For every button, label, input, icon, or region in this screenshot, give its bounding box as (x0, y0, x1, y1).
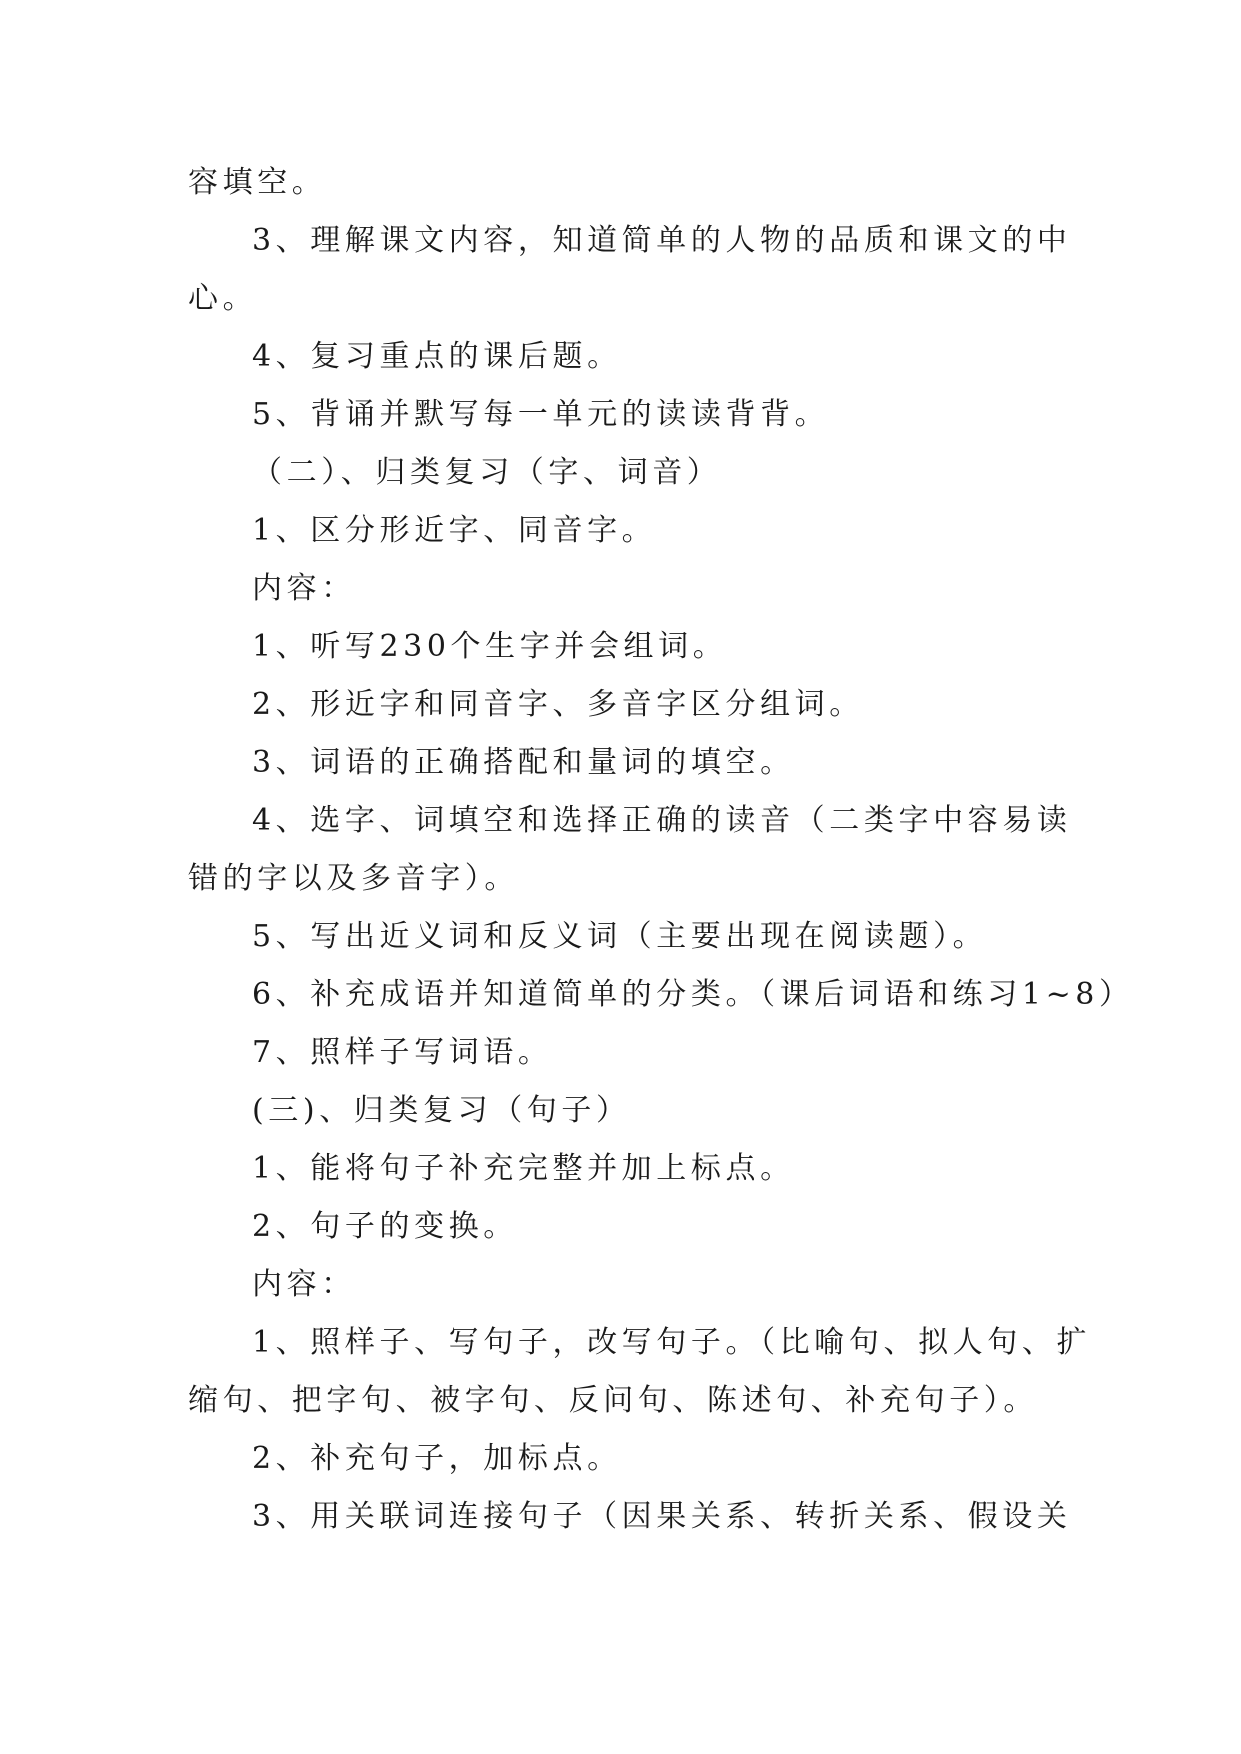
text-line: 7、照样子写词语。 (252, 1035, 553, 1070)
text-line: 1、听写230个生字并会组词。 (252, 629, 728, 664)
text-line: 4、复习重点的课后题。 (252, 339, 622, 374)
text-line: 内容： (252, 571, 356, 606)
text-line: 2、句子的变换。 (252, 1209, 518, 1244)
section-heading: （二）、归类复习（字、词音） (252, 455, 722, 490)
text-line: 心。 (188, 281, 258, 316)
text-line: 2、补充句子，加标点。 (252, 1441, 622, 1476)
text-line: 5、背诵并默写每一单元的读读背背。 (252, 397, 830, 432)
text-line: 容填空。 (188, 165, 327, 200)
section-heading: (三)、归类复习（句子） (252, 1093, 631, 1128)
text-line: 3、用关联词连接句子（因果关系、转折关系、假设关 (252, 1499, 1072, 1534)
text-line: 1、能将句子补充完整并加上标点。 (252, 1151, 795, 1186)
text-line: 2、形近字和同音字、多音字区分组词。 (252, 687, 864, 722)
text-line: 错的字以及多音字）。 (188, 861, 519, 896)
text-line: 内容： (252, 1267, 356, 1302)
text-line: 3、词语的正确搭配和量词的填空。 (252, 745, 795, 780)
text-line: 缩句、把字句、被字句、反问句、陈述句、补充句子）。 (188, 1383, 1038, 1418)
text-line: 6、补充成语并知道简单的分类。（课后词语和练习1~8） (252, 977, 1134, 1012)
text-line: 1、照样子、写句子，改写句子。（比喻句、拟人句、扩 (252, 1325, 1092, 1360)
text-line: 3、理解课文内容，知道简单的人物的品质和课文的中 (252, 223, 1072, 258)
text-line: 5、写出近义词和反义词（主要出现在阅读题）。 (252, 919, 988, 954)
text-line: 1、区分形近字、同音字。 (252, 513, 657, 548)
text-line: 4、选字、词填空和选择正确的读音（二类字中容易读 (252, 803, 1072, 838)
